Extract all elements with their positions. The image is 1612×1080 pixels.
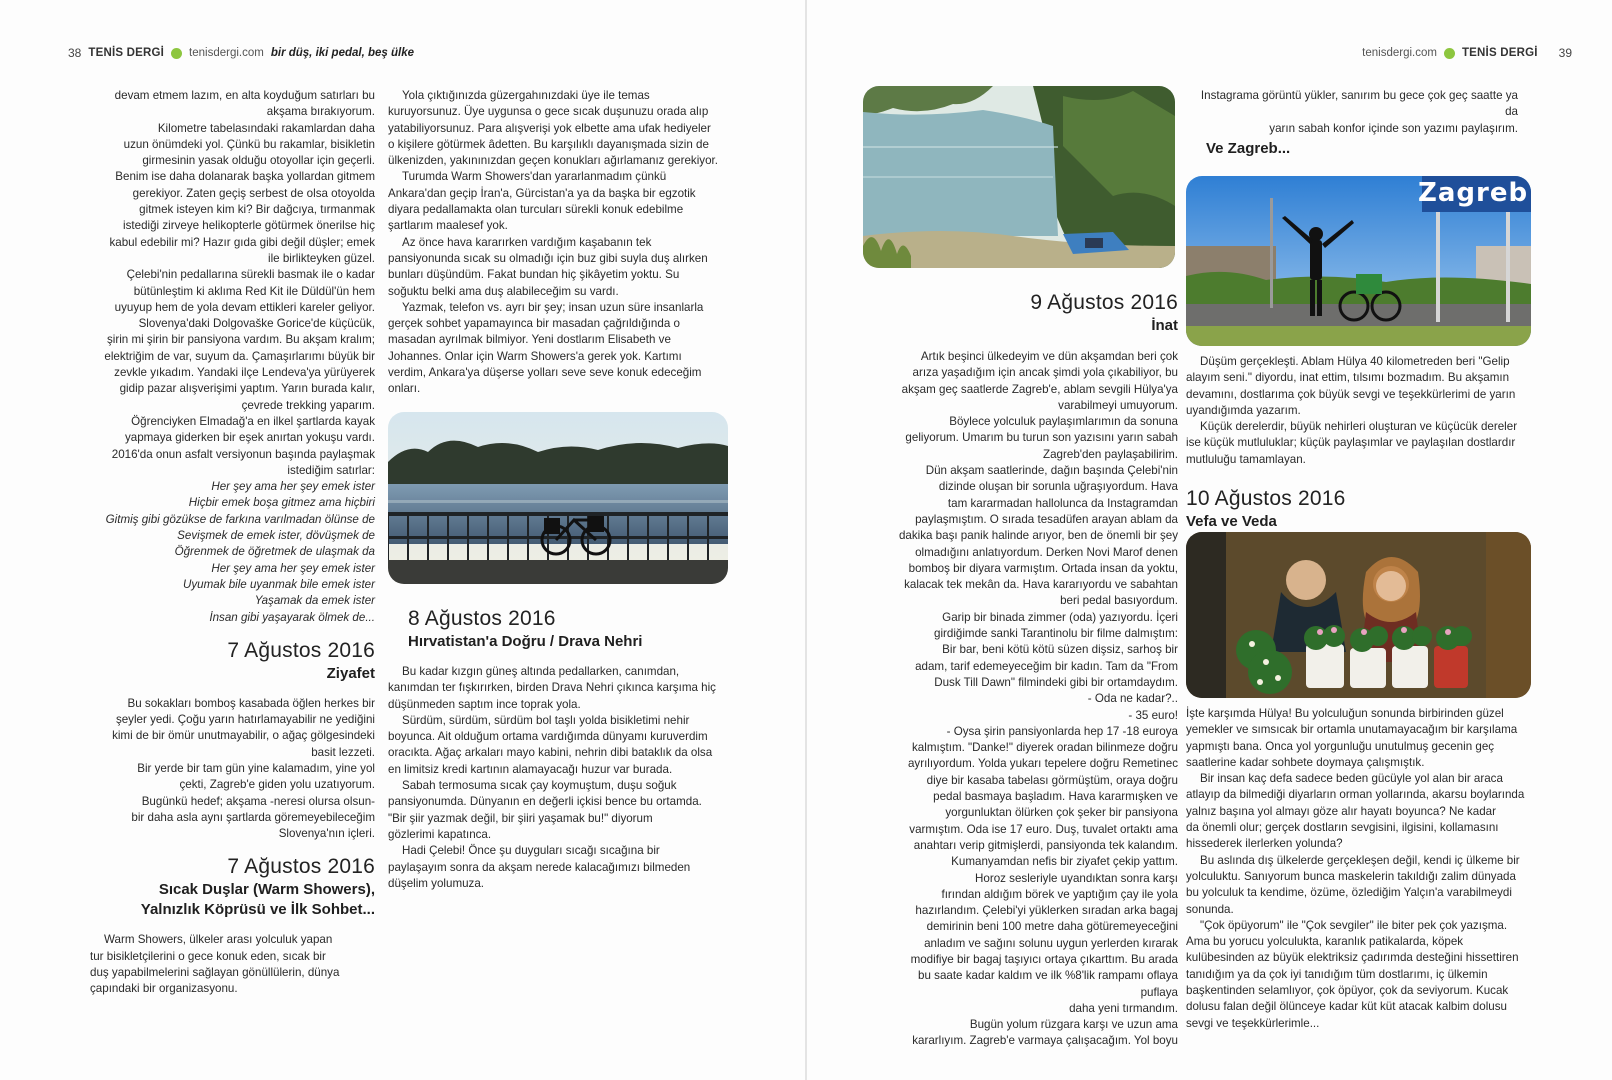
text-line: hazırlandım. Çelebi'yi yüklerken sıradan arka bagaj xyxy=(915,904,1178,918)
text-line: Bugün yolum rüzgara karşı ve uzun ama xyxy=(969,1018,1178,1032)
paragraph xyxy=(90,761,375,842)
text-line: paylaşmıştım. O sırada tesadüfen arayan ablam da xyxy=(915,512,1178,526)
paragraph xyxy=(388,169,728,234)
text-line: saatlerine kadar sohbete doymaya çalışmıştık. xyxy=(1186,755,1425,769)
text-line: şirin mi şirin bir pansiyona vardım. Bu akşam kralım; xyxy=(106,333,375,347)
text-line: diyara pedallamakta olan turcuları sürekli konuk edebilme xyxy=(388,203,684,217)
text-line: Her şey ama her şey emek ister xyxy=(211,480,375,494)
text-line: paylaşayım sonra da akşam nerede kalacağımızı bilmeden xyxy=(388,860,691,874)
paragraph xyxy=(388,713,728,778)
text-line: gerçek sohbet yapamayınca bir masadan çağrıldığında o xyxy=(388,317,680,331)
text-line: Garip bir binada zimmer (oda) yazıyordu. İçeri xyxy=(942,610,1178,624)
text-line: Slovenya'daki Dolgovaške Gorice'de küçücük, xyxy=(138,317,375,331)
text-line: başkentinden selamlıyor, çok öpüyor, çok da seviyorum. Kucak xyxy=(1186,984,1509,998)
section-subtitle: Ve Zagreb... xyxy=(1206,140,1291,157)
paragraph xyxy=(888,414,1178,463)
text-line: Uyumak bile uyanmak bile emek ister xyxy=(182,577,375,591)
text-line: modifiye bir bagaj taşıyıcı ortaya çıkarttım. Bu arada xyxy=(910,952,1178,966)
text-line: devam etmem lazım, en alta koyduğum satırları bu xyxy=(114,89,375,102)
zagreb-sign-text: Zagreb xyxy=(1418,178,1529,208)
section-date: 7 Ağustos 2016 xyxy=(227,855,375,879)
text-line: akşama bırakıyorum. xyxy=(266,105,375,119)
paragraph xyxy=(888,463,1178,610)
right-column-2-top xyxy=(1186,88,1518,137)
riverside-camp-photo xyxy=(863,86,1175,268)
text-line: ile birlikteyken güzel. xyxy=(268,251,375,265)
text-line: bir daha asla aynı şartlarda göremeyebileceğim xyxy=(131,810,375,824)
text-line: tanıdığım ya da çok iyi tanıdığım tüm dostlarımı, iç ülkemin xyxy=(1186,967,1488,981)
text-line: mutluluğu tamamlayan. xyxy=(1186,452,1306,466)
right-column-1-heading xyxy=(888,290,1178,336)
paragraph xyxy=(388,300,728,398)
text-line: Slovenya'nın içleri. xyxy=(278,827,375,841)
text-line: şartlarım maalesef yok. xyxy=(388,219,508,233)
text-line: uyandığımda yazarım. xyxy=(1186,403,1301,417)
text-line: varabilmeyi umuyorum. xyxy=(1058,398,1178,412)
dinner-illustration xyxy=(1186,532,1531,698)
text-line: pansiyonunda sıcak su olmadığı için buz gibi suyla duş alırken xyxy=(388,251,708,265)
left-column-2 xyxy=(388,88,728,398)
text-line: kanımdan ter fışkırırken, birden Drava Nehri çıkınca karşıma hiç xyxy=(388,681,716,695)
text-line: Horoz sesleriyle uyandıktan sonra karşı xyxy=(975,871,1178,885)
text-line: kulübesinden az büyük elektriksiz çadırımda desteğini hissettiren xyxy=(1186,951,1519,965)
paragraph xyxy=(90,932,375,997)
text-line: olmadığını anlatıyordum. Derken Novi Marof denen xyxy=(915,545,1178,559)
text-line: tam kararmadan hallolunca da Instagramdan xyxy=(947,496,1178,510)
text-line: elektriğim de var, suyum da. Çamaşırlarımı büyük bir xyxy=(104,349,375,363)
text-line: yapmıştı bana. Onca yol yorgunluğu unutulmuş gecenin geç xyxy=(1186,739,1495,753)
text-line: ülkenizden, yakınınızdan geçen konukları ağırlamanız gerekiyor. xyxy=(388,154,718,168)
text-line: kuruyorsunuz. Üye uygunsa o gece sıcak duşunuzu orada alıp xyxy=(388,105,709,119)
paragraph xyxy=(1186,419,1518,468)
section-date: 7 Ağustos 2016 xyxy=(227,638,375,662)
page-number: 39 xyxy=(1558,46,1572,60)
paragraph xyxy=(1186,918,1531,1032)
paragraph xyxy=(1186,354,1518,419)
left-page-header xyxy=(68,46,414,60)
text-line: girmesinin yasak olduğu otoyollar için geçerli. xyxy=(142,154,375,168)
text-line: çevrede trekking yaparım. xyxy=(241,398,375,412)
text-line: Düşüm gerçekleşti. Ablam Hülya 40 kilometreden beri "Gelip xyxy=(1200,355,1510,368)
text-line: girdiğimde sanki Tarantinolu bir filme dalmıştım: xyxy=(934,627,1178,641)
text-line: verdim, Ankara'ya düşerse yolları seve seve konuk edeceğim xyxy=(388,366,702,380)
text-line: çapındaki bir organizasyonu. xyxy=(90,982,238,996)
dinner-photo xyxy=(1186,532,1531,698)
text-line: Yazmak, telefon vs. ayrı bir şey; insan uzun süre insanlarla xyxy=(402,300,704,314)
text-line: Ama bu yorucu yolculukta, karanlık patikalarda, köpek xyxy=(1186,935,1464,949)
text-line: dolusu falan değil ölünceye kadar küt küt atacak kalbim dolusu xyxy=(1186,1000,1507,1014)
paragraph xyxy=(90,88,375,121)
text-line: zevkle yıkadım. Yandaki ilçe Lendeva'ya yürüyerek xyxy=(114,366,375,380)
text-line: onları. xyxy=(388,382,421,396)
text-line: Instagrama görüntü yükler, sanırım bu gece çok geç saatte ya da xyxy=(1200,89,1518,119)
paragraph xyxy=(888,1017,1178,1050)
paragraph xyxy=(1186,88,1518,137)
text-line: İnsan gibi yaşayarak ölmek de... xyxy=(209,610,375,624)
section-subtitle: İnat xyxy=(1151,317,1178,334)
paragraph xyxy=(388,88,728,169)
green-dot-icon xyxy=(1444,48,1455,59)
text-line: 2016'da onun asfalt versiyonun başında paylaşmak xyxy=(111,447,375,461)
text-line: anladım ve sağını solunu uygun yerlerden kırarak xyxy=(924,936,1178,950)
section-date: 10 Ağustos 2016 xyxy=(1186,487,1346,511)
paragraph xyxy=(888,724,1178,871)
article-tagline: bir düş, iki pedal, beş ülke xyxy=(270,47,414,59)
text-line: "Bir şiir yazmak değil, bir şiiri yaşamak bu!" diyorum xyxy=(388,811,653,825)
text-line: duş yapabilmelerini sağlayan gönüllülerin, dünya xyxy=(90,966,340,980)
text-line: Çelebi'nin pedallarına sürekli basmak ile o kadar xyxy=(126,268,375,282)
zagreb-illustration-overlay xyxy=(1186,176,1531,346)
text-line: gözlerimi kapatınca. xyxy=(388,827,492,841)
text-line: Küçük derelerdir, büyük nehirleri oluşturan ve küçücük dereler xyxy=(1200,420,1518,434)
text-line: Bir yerde bir tam gün yine kalamadım, yine yol xyxy=(137,761,375,775)
section-date: 9 Ağustos 2016 xyxy=(1030,291,1178,314)
text-line: Az önce hava kararırken vardığım kaşabanın tek xyxy=(402,235,652,249)
text-line: gidip pazar alışverişimi yaptım. Yarın burada kalır, xyxy=(119,382,375,396)
page-number: 38 xyxy=(68,46,82,60)
text-line: en limitsiz kredi kartının alamayacağı huzur var burada. xyxy=(388,762,673,776)
text-line: arıza yaşadığım için ancak şimdi yola çıkabiliyor, bu xyxy=(912,366,1178,380)
paragraph xyxy=(1186,771,1531,852)
paragraph xyxy=(90,267,375,414)
text-line: kararlıyım. Zagreb'e varmaya çalışacağım. Yol boyu xyxy=(912,1034,1178,1048)
right-page-header xyxy=(1362,46,1572,60)
text-line: kalmıştım. "Danke!" diyerek oradan bilinmeze doğru xyxy=(912,741,1178,755)
text-line: bu yolculuk ta kendime, özüme, özlediğim Yalçın'a varabilmeydi xyxy=(1186,886,1512,900)
text-line: Dün akşam saatlerinde, dağın başında Çelebi'nin xyxy=(925,464,1178,478)
text-line: Dusk Till Dawn" filmindeki gibi bir ortamdaydım. xyxy=(934,675,1178,689)
text-line: anahtarı verip gitmişlerdi, pansiyonda tek kalandım. xyxy=(913,838,1178,852)
text-line: masadan ayrılmak bilmiyor. Yeni dostlarım Elisabeth ve xyxy=(388,333,671,347)
text-line: Öğrenciyken Elmadağ'a en ilkel şartlarda kayak xyxy=(131,414,375,428)
section-subtitle: Hırvatistan'a Doğru / Drava Nehri xyxy=(408,633,643,650)
text-line: yatabiliyorsunuz. Para alışverişi yok elbette ama ufak hediyeler xyxy=(388,121,711,135)
text-line: Bu kadar kızgın güneş altında pedallarken, canımdan, xyxy=(402,665,680,678)
text-line: boyunca. Ait olduğum ortama vardığımda dünyamı kuruverdim xyxy=(388,730,708,744)
text-line: - 35 euro! xyxy=(1128,708,1178,722)
text-line: Zagreb'den paylaşabilirim. xyxy=(1043,447,1178,461)
text-line: Sevişmek de emek ister, dövüşmek de xyxy=(177,529,375,543)
text-line: Gitmiş gibi gözükse de farkına varılmadan ölünse de xyxy=(105,512,375,526)
text-line: kalacak tek mekân da. Hava kararıyordu ve sabahtan xyxy=(904,578,1178,592)
text-line: Warm Showers, ülkeler arası yolculuk yapan xyxy=(104,933,333,947)
text-line: dakika başı panik halinde arıyor, ben de önemli bir şey xyxy=(898,529,1178,543)
bridge-river-photo xyxy=(388,412,728,584)
text-line: oracıkta. Ağaç arkaları mayo kabini, nehrin dibi bataklık da olsa xyxy=(388,746,713,760)
text-line: yapmaya giderken bir eşek anırtan yokuşu vardı. xyxy=(124,431,375,445)
paragraph xyxy=(90,414,375,479)
section-subtitle: Vefa ve Veda xyxy=(1186,513,1277,531)
text-line: ayrılıyordum. Yolda yukarı tepelere doğru Remetinec xyxy=(907,757,1178,771)
poem xyxy=(90,479,375,626)
text-line: pedal basmaya başladım. Hava kararmışken ve xyxy=(933,790,1178,804)
text-line: Yola çıktığınızda güzergahınızdaki üye ile temas xyxy=(402,89,650,102)
paragraph xyxy=(388,664,728,713)
text-line: demirinin beni 100 metre daha götüremeyeceğini xyxy=(926,920,1178,934)
left-column-2-body xyxy=(388,664,728,892)
text-line: uyuyup hem de yola devam ettikleri kareler geliyor. xyxy=(114,300,375,314)
riverside-illustration xyxy=(863,86,1175,268)
text-line: yalnız başına yol almayı göze alır hayatı boyunca? Ne kadar xyxy=(1186,804,1496,818)
text-line: kimi de bir ömür unutmayabilir, o ağaç gölgesindeki xyxy=(112,729,375,743)
text-line: Hadi Çelebi! Önce şu duyguları sıcağı sıcağına bir xyxy=(402,844,660,858)
paragraph xyxy=(1186,706,1531,771)
text-line: - Oda ne kadar?.. xyxy=(1087,692,1178,706)
zagreb-heading-box xyxy=(1206,139,1506,159)
text-line: düşünmeden saptım ince toprak yola. xyxy=(388,697,581,711)
text-line: gitmek isteyen kim ki? Bir dağcıya, tırmanmak xyxy=(139,203,375,217)
site-url: tenisdergi.com xyxy=(189,47,264,59)
text-line: alayım seni." diyordu, inat ettim, tılsımı bozmadım. Bu akşamın xyxy=(1186,371,1510,385)
paragraph xyxy=(888,610,1178,724)
paragraph xyxy=(888,871,1178,1018)
paragraph xyxy=(388,843,728,892)
right-column-2-middle xyxy=(1186,354,1518,532)
text-line: da önemli olur; gerçek dostların sevgisini, ilgisini, kollamasını xyxy=(1186,821,1499,835)
paragraph xyxy=(1186,853,1531,918)
text-line: Kumanyamdan nefis bir ziyafet çekip yattım. xyxy=(951,855,1178,869)
paragraph xyxy=(90,696,375,761)
text-line: Ankara'dan geçip İran'a, Gürcistan'a ya da başka bir egzotik xyxy=(388,186,696,200)
section-subtitle xyxy=(90,880,375,920)
text-line: Turumda Warm Showers'dan yararlanmadım çünkü xyxy=(402,170,667,184)
zagreb-sign-photo xyxy=(1186,176,1531,346)
text-line: çekti, Zagreb'e giden yolu uzatıyorum. xyxy=(179,778,375,792)
bridge-river-illustration xyxy=(388,412,728,584)
text-line: şeyler yedi. Çoğu yarın hatırlamayabilir ne yediğini xyxy=(115,713,375,727)
section-date: 8 Ağustos 2016 xyxy=(408,607,556,630)
text-line: basit lezzeti. xyxy=(311,745,375,759)
text-line: dizinde oluşan bir sorunla uğraşıyordum. Hava xyxy=(938,480,1178,494)
text-line: kabul edebilir mi? Hazır gıda gibi değil düşler; emek xyxy=(109,235,375,249)
section-subtitle: Ziyafet xyxy=(326,664,375,682)
text-line: pansiyonumda. Dünyanın en değerli içkisi bence bu ortamda. xyxy=(388,795,702,809)
text-line: sevgi ve teşekkürlerimle... xyxy=(1186,1016,1320,1030)
text-line: Hiçbir emek boşa gitmez ama hiçbiri xyxy=(188,496,375,510)
text-line: Bir insan kaç defa sadece beden gücüyle yol alan bir araca xyxy=(1200,772,1503,786)
text-line: geliyorum. Umarım bu turun son yazısını yarın sabah xyxy=(905,431,1178,445)
text-line: Bu sokakları bomboş kasabada öğlen herkes bir xyxy=(127,696,375,710)
paragraph xyxy=(388,778,728,843)
paragraph xyxy=(888,349,1178,414)
text-line: Bugünkü hedef; akşama -neresi olursa olsun- xyxy=(141,794,375,808)
text-line: atlayıp da bilmediği diyarların orman yollarında, akarsu boylarında xyxy=(1186,788,1525,802)
text-line: akşam geç saatlerde Zagreb'e, ablam sevgili Hülya'ya xyxy=(901,382,1178,396)
text-line: sonunda. xyxy=(1186,902,1234,916)
text-line: İşte karşımda Hülya! Bu yolculuğun sonunda birbirinden güzel xyxy=(1186,707,1504,720)
text-line: fırından aldığım börek ve yaptığım çay ile yola xyxy=(941,887,1178,901)
text-line: daha yeni tırmandım. xyxy=(1069,1001,1178,1015)
text-line: Yalnızlık Köprüsü ve İlk Sohbet... xyxy=(140,901,375,919)
text-line: Benim ise daha dolanarak başka yollardan gitmem xyxy=(115,170,375,184)
text-line: adam, tarif edemeyeceğim bir kadın. Tam da "From xyxy=(915,659,1178,673)
paragraph xyxy=(388,235,728,300)
text-line: Her şey ama her şey emek ister xyxy=(211,561,375,575)
text-line: Sürdüm, sürdüm, sürdüm bol taşlı yolda bisikletimi nehir xyxy=(402,713,690,727)
text-line: bu saate kadar kaldım ve ilk %8'lik rampamı oflaya puflaya xyxy=(918,969,1178,999)
text-line: Öğrenmek de öğretmek de ulaşmak da xyxy=(174,545,375,559)
text-line: o kişilere götürmek âdetten. Bu karşılıklı dayanışmada sizin de xyxy=(388,137,709,151)
text-line: soğuktu belki ama duş alabileceğim su vardı. xyxy=(388,284,619,298)
text-line: Kilometre tabelasındaki rakamlardan daha xyxy=(157,121,375,135)
text-line: Artık beşinci ülkedeyim ve dün akşamdan beri çok xyxy=(920,350,1178,363)
text-line: yorgunluktan ölürken çok şeker bir pansiyona xyxy=(945,806,1178,820)
text-line: uzun önümdeki yol. Çünkü bu rakamlar, bisikletin xyxy=(123,137,375,151)
magazine-brand: TENİS DERGİ xyxy=(88,47,165,59)
text-line: Johannes. Onlar için Warm Showers'a gerek yok. Kartımı xyxy=(388,349,682,363)
text-line: "Çok öpüyorum" ile "Çok sevgiler" ile biter pek çok yazışma. xyxy=(1200,918,1508,932)
left-page xyxy=(0,0,805,1080)
text-line: bütünleştim ki aklıma Red Kit ile Düldül'ün hem xyxy=(133,284,375,298)
text-line: bomboş bir diyara varmıştım. Ortada insan da yoktu, xyxy=(908,561,1178,575)
text-line: yolculuktu. Sanıyorum bunca maskelerin takıldığı zalim dünyada xyxy=(1186,869,1516,883)
text-line: düşelim yolumuza. xyxy=(388,876,485,890)
right-column-2-bottom xyxy=(1186,706,1531,1032)
text-line: istediğim satırlar: xyxy=(287,463,375,477)
text-line: hissederek ilerlerken yolunda? xyxy=(1186,837,1343,851)
text-line: istediği zirveye helikopterle götürmek önerilse hiç xyxy=(123,219,375,233)
right-column-1 xyxy=(888,349,1178,1050)
green-dot-icon xyxy=(171,48,182,59)
site-url: tenisdergi.com xyxy=(1362,47,1437,59)
text-line: Böylece yolculuk paylaşımlarımın da sonuna xyxy=(949,415,1178,429)
text-line: devamını, dostlarıma çok büyük sevgi ve teşekkürlerimi de yarın xyxy=(1186,387,1516,401)
magazine-brand: TENİS DERGİ xyxy=(1461,47,1538,59)
text-line: bunları düşündüm. Fakat bundan hiç şikâyetim yoktu. Su xyxy=(388,268,680,282)
text-line: - Oysa şirin pansiyonlarda hep 17 -18 euroya xyxy=(946,724,1178,738)
left-column-1 xyxy=(90,88,375,998)
text-line: yarın sabah konfor içinde son yazımı paylaşırım. xyxy=(1269,121,1518,135)
text-line: yemekler ve sımsıcak bir ortamla unutamayacağım bir karşılama xyxy=(1186,723,1518,737)
text-line: Bir bar, beni kötü kötü süzen dişsiz, sarhoş bir xyxy=(942,643,1178,657)
text-line: beri pedal basıyordum. xyxy=(1060,594,1178,608)
text-line: gerekiyor. Zaten geçiş serbest de olsa otoyolda xyxy=(132,186,375,200)
text-line: Bu aslında dış ülkelerde gerçekleşen değil, kendi iç ülkeme bir xyxy=(1200,853,1520,867)
text-line: Sabah termosuma sıcak çay koymuştum, duşu soğuk xyxy=(402,779,677,793)
text-line: tur bisikletçilerini o gece konuk eden, sıcak bir xyxy=(90,949,326,963)
text-line: Yaşamak da emek ister xyxy=(254,594,375,608)
text-line: diye bir kasaba tabelası görmüştüm, oraya doğru xyxy=(926,773,1178,787)
text-line: varmıştım. Oda ise 17 euro. Duş, tuvalet ortaktı ama xyxy=(909,822,1178,836)
text-line: Sıcak Duşlar (Warm Showers), xyxy=(158,881,375,899)
paragraph xyxy=(90,121,375,268)
text-line: ise küçük mutluluklar; küçük paylaşımlar ve paylaşılan dostlardır xyxy=(1186,436,1516,450)
left-column-2-lower xyxy=(408,606,728,652)
